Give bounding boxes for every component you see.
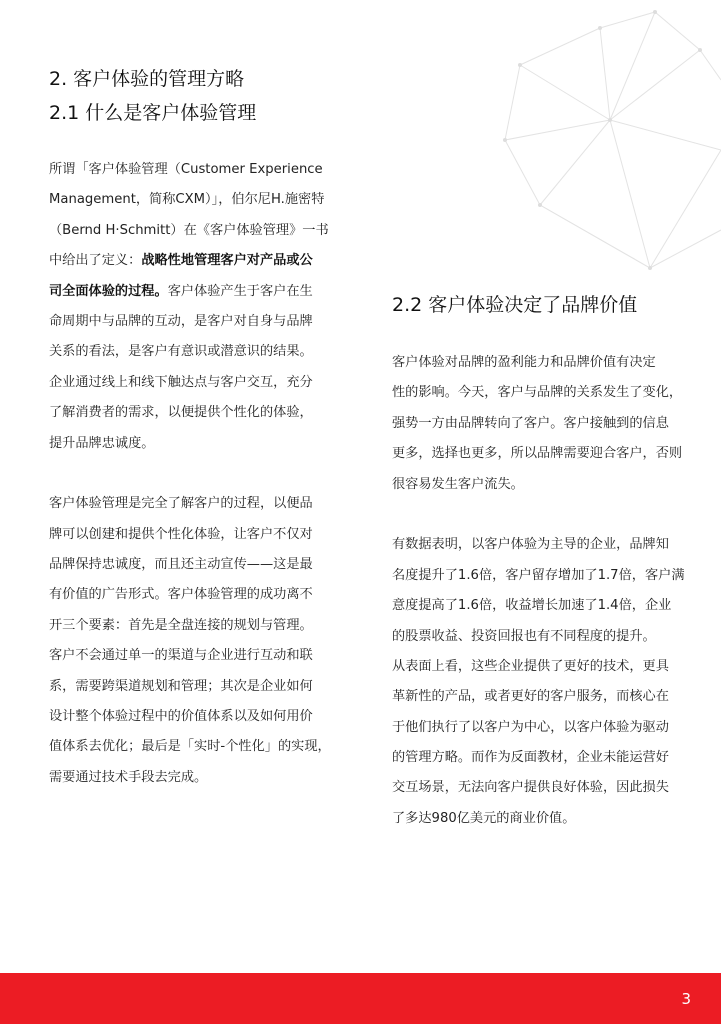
text-line: 所谓「客户体验管理（Customer Experience bbox=[49, 162, 323, 177]
text-line: （Bernd H·Schmitt）在《客户体验管理》一书 bbox=[49, 222, 329, 238]
text-segment: 中给出了定义： bbox=[49, 253, 142, 269]
text-line: 从表面上看，这些企业提供了更好的技术，更具 bbox=[392, 658, 669, 674]
page-number: 3 bbox=[681, 990, 691, 1008]
text-line: 值体系去优化；最后是「实时-个性化」的实现， bbox=[49, 739, 331, 755]
right-column bbox=[392, 348, 696, 834]
text-line: 革新性的产品，或者更好的客户服务，而核心在 bbox=[392, 689, 669, 705]
section-2-1-paragraph-1 bbox=[49, 155, 349, 459]
text-line: 名度提升了1.6倍，客户留存增加了1.7倍，客户满 bbox=[392, 567, 685, 583]
text-line: 很容易发生客户流失。 bbox=[392, 476, 524, 492]
text-line: 品牌保持忠诚度，而且还主动宣传——这是最 bbox=[49, 557, 313, 573]
text-line: Management，简称CXM）」，伯尔尼H.施密特 bbox=[49, 192, 325, 208]
text-line: 的管理方略。而作为反面教材，企业未能运营好 bbox=[392, 750, 669, 766]
text-line: 意度提高了1.6倍，收益增长加速了1.4倍，企业 bbox=[392, 598, 672, 614]
text-line: 命周期中与品牌的互动，是客户对自身与品牌 bbox=[49, 313, 313, 329]
definition-bold-text: 战略性地管理客户对产品或公 bbox=[141, 253, 313, 269]
definition-bold-text: 司全面体验的过程。 bbox=[49, 283, 168, 299]
text-line: 客户不会通过单一的渠道与企业进行互动和联 bbox=[49, 648, 313, 664]
text-line: 有数据表明，以客户体验为主导的企业，品牌知 bbox=[392, 537, 669, 553]
section-2-2-heading: 2.2 客户体验决定了品牌价值 bbox=[392, 294, 638, 316]
text-line: 有价值的广告形式。客户体验管理的成功离不 bbox=[49, 587, 313, 603]
section-2-2-paragraph-1 bbox=[392, 348, 696, 500]
text-line bbox=[49, 277, 349, 307]
text-line: 客户体验管理是完全了解客户的过程，以便品 bbox=[49, 496, 313, 512]
text-line: 的股票收益、投资回报也有不同程度的提升。 bbox=[392, 628, 656, 644]
text-line: 更多，选择也更多，所以品牌需要迎合客户，否则 bbox=[392, 446, 683, 462]
footer-bar bbox=[0, 973, 721, 1024]
text-line: 关系的看法，是客户有意识或潜意识的结果。 bbox=[49, 344, 313, 360]
text-line: 了解消费者的需求，以便提供个性化的体验， bbox=[49, 405, 313, 421]
text-line: 企业通过线上和线下触达点与客户交互，充分 bbox=[49, 374, 313, 390]
section-2-2-paragraph-2 bbox=[392, 530, 696, 834]
text-line: 牌可以创建和提供个性化体验，让客户不仅对 bbox=[49, 526, 313, 542]
text-line: 提升品牌忠诚度。 bbox=[49, 435, 155, 451]
text-line: 系，需要跨渠道规划和管理；其次是企业如何 bbox=[49, 678, 313, 694]
text-line: 客户体验对品牌的盈利能力和品牌价值有决定 bbox=[392, 355, 656, 370]
text-line: 强势一方由品牌转向了客户。客户接触到的信息 bbox=[392, 415, 669, 431]
text-line bbox=[49, 246, 349, 276]
text-line: 开三个要素：首先是全盘连接的规划与管理。 bbox=[49, 617, 313, 633]
text-line: 交互场景，无法向客户提供良好体验，因此损失 bbox=[392, 780, 669, 796]
section-2-1-heading: 2.1 什么是客户体验管理 bbox=[49, 102, 257, 124]
text-line: 需要通过技术手段去完成。 bbox=[49, 769, 208, 785]
section-2-1-paragraph-2 bbox=[49, 489, 349, 793]
left-column bbox=[49, 155, 349, 793]
text-line: 性的影响。今天，客户与品牌的关系发生了变化， bbox=[392, 385, 683, 401]
text-line: 设计整个体验过程中的价值体系以及如何用价 bbox=[49, 709, 313, 725]
paragraph-gap bbox=[392, 500, 696, 530]
text-segment: 客户体验产生于客户在生 bbox=[167, 283, 313, 299]
paragraph-gap bbox=[49, 459, 349, 489]
text-line: 了多达980亿美元的商业价值。 bbox=[392, 810, 576, 826]
main-heading: 2. 客户体验的管理方略 bbox=[49, 68, 245, 90]
text-line: 于他们执行了以客户为中心，以客户体验为驱动 bbox=[392, 719, 669, 735]
